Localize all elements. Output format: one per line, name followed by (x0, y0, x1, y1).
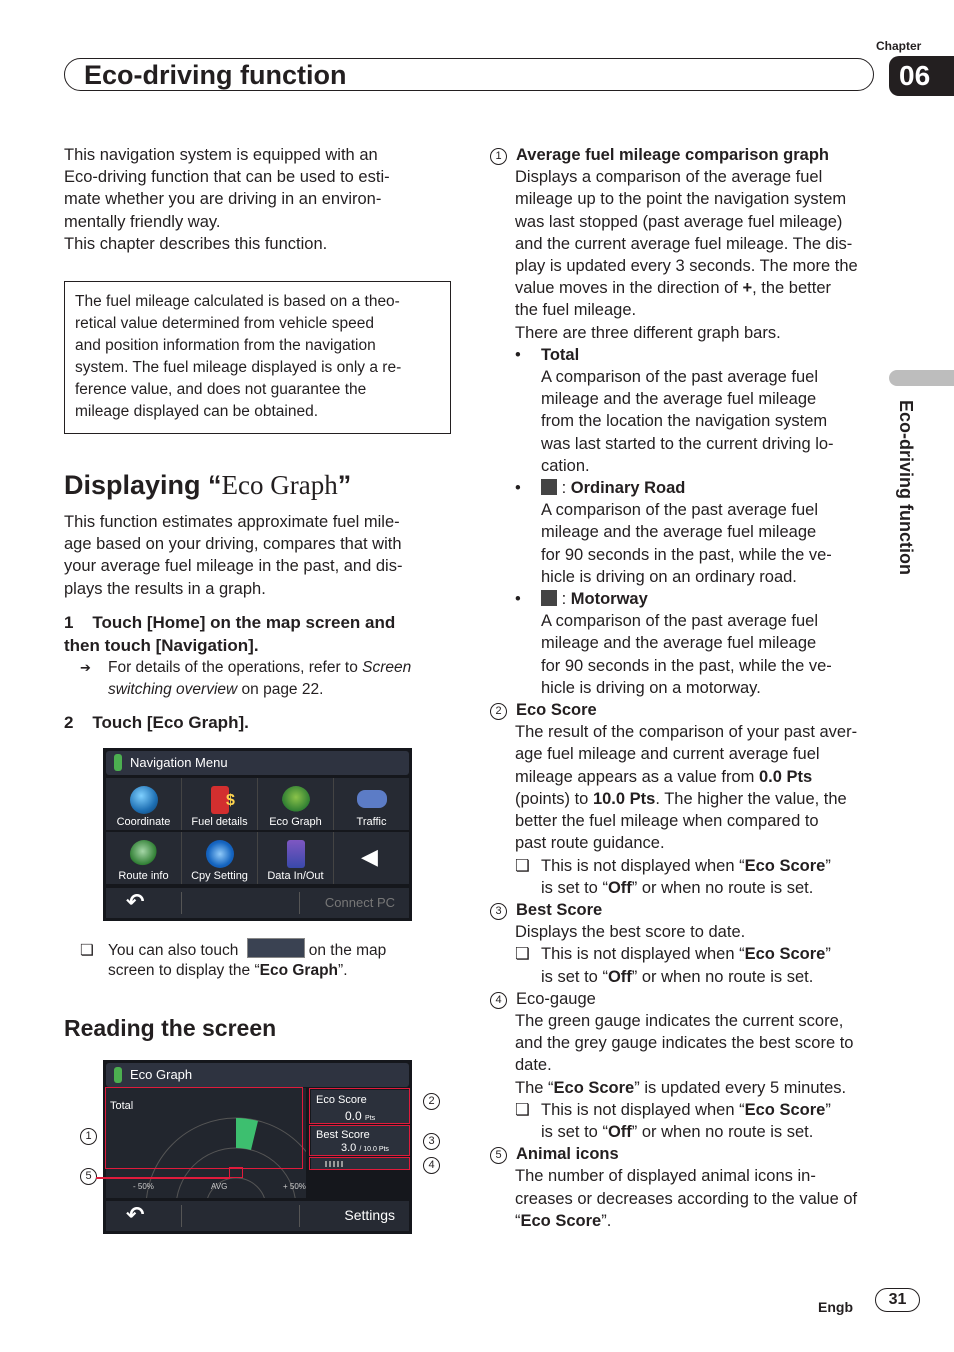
back-icon[interactable]: ↶ (126, 889, 145, 914)
globe-icon (130, 786, 158, 814)
page-arrow-button[interactable] (334, 832, 409, 884)
step-2: 2 Touch [Eco Graph]. (64, 713, 249, 732)
eco-score-value: 0.0 (345, 1109, 362, 1123)
highlight-eco-score (309, 1088, 410, 1124)
highlight-best-score (309, 1125, 410, 1156)
leaf-icon (282, 786, 310, 814)
callout-4: 4 (423, 1157, 440, 1174)
display-body: This function estimates approximate fuel mile- age based on your driving, compares that with your average fuel mileage in the past, and dis- plays the results in a graph. (64, 513, 403, 598)
best-score-value: 3.0 (341, 1142, 357, 1154)
navigation-menu-screenshot (103, 748, 412, 921)
eco-graph-titlebar (106, 1063, 409, 1087)
motorway-icon (541, 590, 557, 606)
note-box: The fuel mileage calculated is based on a theo- retical value determined from vehicle speed and position information from the navigation system. The fuel mileage displayed is only a re- ference value, and does not guarantee the mileage displayed can be obtained. (64, 281, 451, 434)
highlight-animal-icons (229, 1167, 243, 1178)
dollar-icon: $ (226, 792, 235, 809)
section-heading-reading: Reading the screen (64, 1015, 277, 1041)
connect-pc-button[interactable]: Connect PC (324, 895, 395, 910)
route-info-icon (130, 840, 158, 868)
eco-score-panel: Eco Score 0.0 Pts (311, 1090, 409, 1124)
menu-item-route-info[interactable]: Route info (106, 832, 182, 884)
nav-menu-bottombar (106, 888, 409, 918)
page-number: 31 (875, 1288, 920, 1312)
settings-button[interactable]: Settings (344, 1207, 395, 1223)
callout-2: 2 (423, 1093, 440, 1110)
tip-text: ❏ You can also touch on the map screen to display the “Eco Graph”. (80, 938, 460, 982)
total-label: Total (110, 1100, 134, 1112)
highlight-graph (105, 1087, 303, 1169)
eco-shortcut-icon (247, 938, 305, 958)
step-1-detail: ➔ For details of the operations, refer to Screen switching overview on page 22. (80, 659, 412, 698)
callout-5-leader (96, 1177, 230, 1179)
intro-text: This navigation system is equipped with an Eco-driving function that can be used to esti- mate whether you are driving in an environ- mentally friendly way. This chapter describes this function. (64, 146, 390, 253)
nav-menu-icon (114, 754, 122, 771)
step-1: 1 Touch [Home] on the map screen and then touch [Navigation]. (64, 613, 396, 655)
left-arrow-icon: ◀ (361, 844, 378, 869)
callout-1: 1 (80, 1128, 97, 1145)
side-tab-marker (889, 370, 954, 386)
copy-setting-icon (206, 840, 234, 868)
menu-item-cpy-setting[interactable]: Cpy Setting (182, 832, 258, 884)
callout-3: 3 (423, 1133, 440, 1150)
right-column: 1 Average fuel mileage comparison graph Displays a comparison of the average fuel mileage up to the point the navigation system was last stopped (past average fuel mileage) and the current average fuel mileage. The dis- play is updated every 3 seconds. The more the value moves in the direction of +, the better the fuel mileage. There are three different graph bars. • Total A comparison of the past average fuel mileage and the average fuel mileage from the location the navigation system was last started to the current driving lo- cation. • : Ordinary Road A comparison of the past average fuel mileage and the average fuel mileage for 90 seconds in the past, while the ve- hicle is driving on an ordinary road. • : Motorway A comparison of the past average fuel mileage and the average fuel mileage for 90 seconds in the past, while the ve- hicle is driving on a motorway. 2 Eco Score The result of the comparison of your past aver- age fuel mileage and current average fuel mileage appears as a value from 0.0 Pts (points) to 10.0 Pts. The higher the value, the better the fuel mileage when compared to past route guidance. ❏ This is not displayed when “Eco Score” is set to “Off” or when no route is set. 3 Best Score Displays the best score to date. ❏ This is not displayed when “Eco Score” is set to “Off” or when no route is set. 4 Eco-gauge The green gauge indicates the current score, and the grey gauge indicates the best score to date. The “Eco Score” is updated every 5 minutes. ❏ This is not displayed when “Eco Score” is set to “Off” or when no route is set. 5 Animal icons The number of displayed animal icons in- creases or decreases according to the value of “Eco Score”. (490, 144, 880, 1232)
highlight-eco-gauge (309, 1157, 410, 1170)
menu-item-coordinate[interactable]: Coordinate (106, 778, 182, 830)
menu-item-data-in-out[interactable]: Data In/Out (258, 832, 334, 884)
eco-graph-title-icon (114, 1067, 122, 1083)
best-score-panel: Best Score 3.0 / 10.0 Pts (311, 1126, 409, 1156)
side-tab-label: Eco-driving function (896, 400, 916, 575)
back-icon[interactable]: ↶ (126, 1202, 145, 1227)
ordinary-road-icon (541, 479, 557, 495)
section-heading-displaying: Displaying “Eco Graph” (64, 470, 352, 500)
menu-item-eco-graph[interactable]: Eco Graph (258, 778, 334, 830)
data-io-icon (287, 840, 305, 868)
menu-item-traffic[interactable]: Traffic (334, 778, 409, 830)
footer-language: Engb (818, 1299, 853, 1315)
car-icon (357, 790, 387, 808)
page-title: Eco-driving function (84, 60, 347, 90)
eco-graph-title: Eco Graph (130, 1067, 193, 1082)
axis-avg-label: AVG (211, 1182, 228, 1191)
axis-right-label: + 50% (283, 1182, 306, 1191)
chapter-number: 06 (889, 56, 954, 96)
callout-5: 5 (80, 1168, 97, 1185)
axis-left-label: - 50% (133, 1182, 154, 1191)
nav-menu-titlebar (106, 751, 409, 775)
eco-graph-bottombar (106, 1201, 409, 1231)
nav-menu-title: Navigation Menu (130, 755, 228, 770)
chapter-label: Chapter (876, 39, 922, 53)
menu-item-fuel-details[interactable]: $ Fuel details (182, 778, 258, 830)
